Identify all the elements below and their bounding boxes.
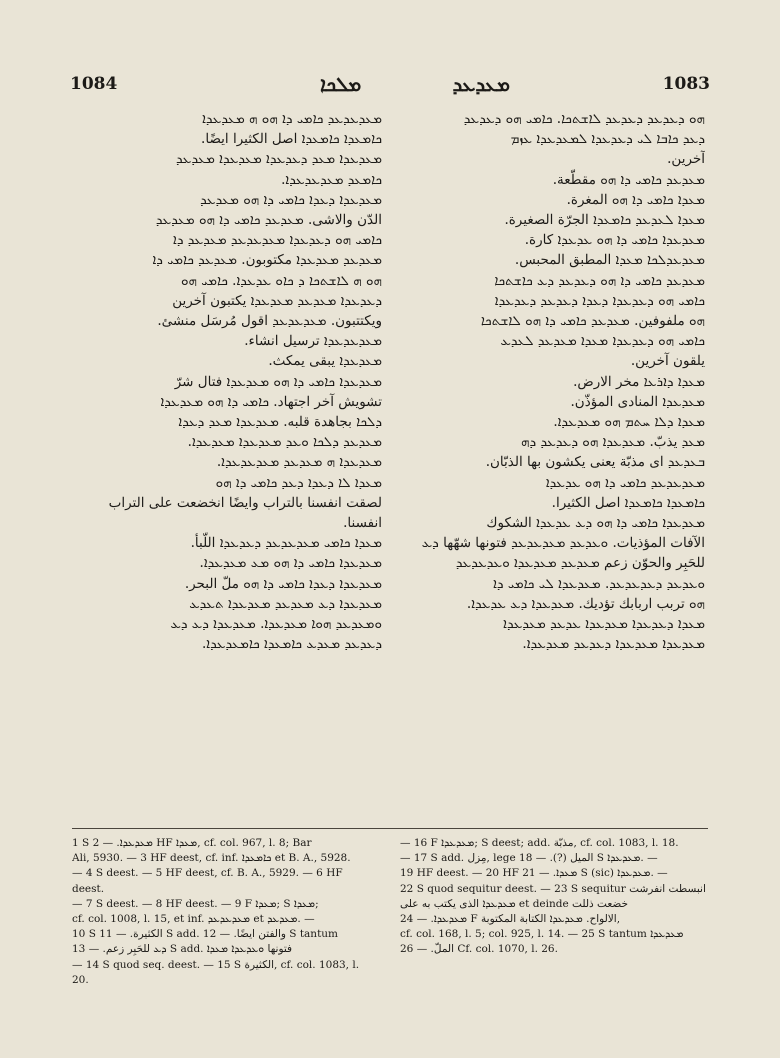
lexicon-entry: ܡܥܕܥܕܐ ܟܐܡܝ ܕܐ ܗܘ ܥܕܥܕܐ كارة. (524, 232, 705, 249)
footnote-line: — 14 S quod seq. deest. — 15 S الكثيرة, cf. col. 1083, l. 20. (72, 958, 360, 986)
lexicon-entry: ܕܠܟܐ بجاهدة قلبه. ܡܥܕܥܕܐ ܡܥܕ ܕܥܕܐ (178, 414, 382, 431)
lexicon-entry: ܘܡܥܕܥܕ ܗܘܐ ܡܥܕܥܕܐ. ܡܥܕܥܕܐ ܕܥ ܕܥ (170, 616, 382, 633)
footnote-line: 1 S ܡܥܕܥܕܐ. — 2 HF ܡܥܕܐ, cf. col. 967, l. 8; Bar (72, 837, 312, 849)
footnote-line: cf. col. 168, l. 5; col. 925, l. 14. — 25 S tantum ܡܥܕܥܕܐ (400, 928, 684, 941)
lexicon-entry: ܡܥܕܥܕܐ ܗ ܡܥܕܥܕ ܡܥܕܥܕܥܕܐ. (216, 454, 382, 471)
lexicon-entry: ܕܥܕܥܕ ܡܥܕܥ ܟܐܡܥܕܐ ܟܐܡܥܕܥܕܐ. (201, 636, 382, 653)
running-head (70, 74, 710, 102)
lexicon-entry: ܡܥܕܥܕ ܕܠܟܐ ܘܥܕ ܡܥܕܥܕܐ ܡܥܕܥܕܐ. (187, 434, 382, 451)
lexicon-entry: ܟܐܡܝ ܗܘ ܕܥܕܥܕܐ ܡܥܕܥܕܥܕ ܡܥܕܥܕ ܕܐ (173, 232, 382, 249)
lexicon-entry: ܟܐܡܥܕ ܡܥܕܥܕܥܕܐ. (281, 171, 382, 188)
lexicon-entry: ܡܥܕܐ ܟܐܡܝ ܕܐ ܗܘ المغرة. (566, 191, 705, 208)
lexicon-entry: ܡܥܕܥܕܐ ܕܥܕܐ ܟܐܡܝ ܕܐ ܗܘ ܡܥܕܥܕ (200, 191, 382, 208)
left-running-title: ܡܠܟܐ (320, 72, 362, 96)
lexicon-entry: ܡܥܕܥܕܥܕܐ ترسيل انشاء. (244, 333, 382, 350)
footnote-divider (72, 828, 708, 829)
lexicon-entry: الدّن والاشى. ܡܥܕܥܕ ܟܐܡܝ ܕܐ ܗܘ ܡܥܕܥܕ (155, 212, 382, 229)
right-page-number: 1083 (662, 74, 710, 94)
lexicon-entry: ܡܥܕܥܕ ܟܐܡܝ ܕܐ ܗܘ ܕܥܕܥܕ ܕܥ ܟܐܫܬܟܐ (494, 272, 705, 289)
footnotes-left (72, 836, 378, 986)
lexicon-entry: ܡܥܕܥܕܐ ܟܐܡܝ ܕܐ ܗܘ ܕܥ ܥܕܥܕܐ الشكوك (486, 515, 705, 532)
left-column-1084 (72, 110, 382, 820)
lexicon-entry: ܡܥܕܥܕܠܟܐ ܡܥܕܐ المطبق المحبس. (514, 252, 705, 269)
footnote-line: Ali, 5930. — 3 HF deest, cf. inf. ܟܐܡܥܕܐ et B. A., 5928. (72, 852, 351, 865)
footnote-line: — 17 S add. مِزل, lege الميل (?). — 18 S ܡܥܕܥܕܐ. — (400, 852, 658, 865)
lexicon-entry: ܡܥܕܥܕܐ المنادى المؤذّن. (570, 393, 705, 410)
footnote-line: ܡܥܕܥܕܐ. — 24 F الالواح. ܡܥܕܥܕܐ الكتابة المكتوبة, (400, 913, 621, 926)
lexicon-entry: ܡܥܕܥܕܐ ܟܐܡܝ ܕܐ ܗܘ ܡܥܕܥܕܐ فتال شرّ (174, 373, 382, 390)
footnote-line: ܕܥ للحَبِر زعم. — 13 S add. فتونها ܘܥܕܥܕܐ ܡܥܕܐ (72, 943, 293, 956)
left-page-number: 1084 (70, 74, 118, 94)
lexicon-entry: يلقون آخرين. (630, 353, 705, 370)
lexicon-entry: ܡܥܕܥܕܐ يبقى يمكث. (268, 353, 382, 370)
lexicon-entry: ܡܥܕܥܕܥܕ ܟܐܡܝ ܕܐ ܗܘ ܗ ܡܥܕܥܕܐ (202, 111, 382, 127)
lexicon-entry: ويكتتبون. ܡܥܕܥܕܥܕ اقول مُرسَل منشئ. (157, 313, 382, 330)
lexicon-entry: ܡܥܕ يذبّ. ܡܥܕܥܕܐ ܗܘ ܕܥܕܥܕ ܕܗ (521, 434, 705, 451)
lexicon-entry: ܡܥܕܐ ܕܐܪܥܐ مخر الارض. (573, 373, 705, 390)
lexicon-entry: ܡܥܕܥܕܐ ܕܥܕܐ ܟܐܡܝ ܕܐ ܗܘ ملّ البحر. (184, 575, 382, 592)
lexicon-entry: للحَبِر والحوّن زعم ܡܥܕܥܕ ܡܥܕܥܕܐ ܘܥܕܥܕܥܕ (455, 555, 705, 572)
lexicon-entry: ܡܥܕܐ ܠܐ ܕܥܕܐ ܕܥܕ ܟܐܡܝ ܕܐ ܗܘ (215, 474, 382, 491)
lexicon-entry: انفسنا. (343, 515, 382, 532)
lexicon-entry: ܡܥܕܥܕ ܡܥܕܥܕܐ مكتوبون. ܡܥܕܥܕ ܟܐܡܝ ܕܐ (152, 252, 382, 269)
footnote-line: 19 HF deest. — 20 HF ܡܥܕܐ. — 21 S (sic) ܡܥܕܥܕܐ. — (400, 867, 668, 880)
footnote-line: 10 S الكثيرة. — 11 S add. والفتن ايضًا. — 12 S tantum (72, 928, 339, 941)
lexicon-entry: ܡܥܕܥܕܥܕ ܟܐܡܝ ܕܐ ܗܘ ܥܕܥܕܐ (545, 474, 705, 491)
lexicon-entry: ܕܥܕܥܕܐ ܡܥܕܥܕ ܡܥܕܥܕܐ يكتبون آخرين (172, 292, 382, 309)
footnote-line: cf. col. 1008, l. 15, et inf. ܡܥܕܥܕܥܕ et ܡܥܕܥܕ. — (72, 913, 315, 926)
lexicon-entry: ܡܥܕܥܕ ܟܐܡܝ ܕܐ ܗܘ مقطّعة. (552, 171, 705, 188)
lexicon-entry: ܘܥܕܥܕ ܕܥܕܥܕܥܕ. ܡܥܕܥܕܐ ܠܝ ܟܐܡܝ ܕܐ (493, 575, 705, 592)
lexicon-entry: ܡܥܕܐ ܕܥܕܥܕܐ ܡܥܕܥܕܐ ܥܕܥܕ ܡܥܕܥܕܐ (503, 616, 705, 633)
lexicon-entry: ܡܥܕܐ ܕܠܐ ܚܬܡ ܗܘ ܡܥܕܥܕܐ. (553, 414, 705, 431)
right-column-1083 (395, 110, 705, 820)
lexicon-entry: ܟܐܡܥܕܐ ܟܐܡܥܕܐ اصل الكثيرا ايضًا. (201, 131, 382, 148)
lexicon-entry: الآفات المؤذيات. ܘܥܕܥܕ ܡܥܕܥܕܥܕ فتونها شهّها ܕܥ (421, 535, 705, 552)
footnote-line: الملّ. — 26 Cf. col. 1070, l. 26. (400, 943, 558, 956)
footnote-line: ܡܥܕܥܕܐ الذى يكتب به على et deinde خضعت ذللت (400, 897, 629, 910)
lexicon-entry: لصقت انفسنا بالتراب وايضًا انخضعت على التراب (108, 494, 382, 511)
lexicon-entry: ܡܥܕܐ ܠܥܕܥܕ ܟܐܡܥܕܐ الجرّة الصغيرة. (504, 212, 705, 229)
lexicon-entry: ܟܐܡܝ ܗܘ ܕܥܕܥܕܐ ܕܥܕܐ ܕܥܕܥܕ ܕܥܕܥܕܐ (494, 292, 705, 309)
lexicon-entry: آخرين. (667, 151, 705, 168)
lexicon-entry: ܡܥܕܥܕܐ ܡܥܕܥܕܐ ܕܥܕܥܕ ܡܥܕܥܕܐ. (522, 636, 705, 653)
lexicon-entry: ܡܥܕܥܕܐ ܟܐܡܝ ܕܐ ܗܘ ܡܥ ܡܥܕܥܕܐ. (199, 555, 382, 572)
lexicon-entry: ܡܥܕܐ ܟܐܡܝ ܡܥܕܥܕܥܕ ܕܥܕܥܕܐ اللّبأ. (190, 535, 382, 552)
lexicon-entry: ܗܘ ملفوفين. ܡܥܕܥܕ ܟܐܡܝ ܕܐ ܗܘ ܠܐܫܬܟܐ (480, 313, 705, 330)
lexicon-entry: ܗܘ ܕܥܕܥܕ ܕܥܕܥܕ ܠܐܫܬܟܐ. ܟܐܡܝ ܗܘ ܕܥܕܥܕ (463, 111, 705, 127)
lexicon-entry: ܕܥܕ ܟܐܒܐ ܠܝ ܕܥܕܥܕܐ ܠܡܥܕܥܕܐ ܥܙܡ (510, 131, 705, 148)
footnote-line: — 7 S deest. — 8 HF deest. — 9 F ܡܥܕܐ; S ܡܥܕܐ; (72, 897, 319, 910)
right-running-title: ܡܥܕܥܕ (452, 72, 510, 96)
footnote-line: — 4 S deest. — 5 HF deest, cf. B. A., 5929. — 6 HF deest. (72, 867, 343, 895)
lexicon-entry: ܟܐܡܥܕܐ ܟܐܡܥܕܐ اصل الكثيرا. (551, 494, 705, 511)
lexicon-entry: ܡܥܕܥܕܐ ܕܥ ܡܥܕܥܕ ܡܥܕܥܕܐ ܬܥܕܥ (189, 595, 382, 612)
lexicon-entry: ܟܐܡܝ ܗܘ ܕܥܕܥܕܐ ܡܥܕܐ ܡܥܕܥܕ ܠܥܕܥ (500, 333, 705, 350)
lexicon-entry: ܗܘ ܗ ܠܐܫܬܟܐ ܕ ܟܐܘ ܥܕܥܕܐ. ܟܐܡܝ ܗܘ (180, 272, 382, 289)
lexicon-entry: ܗܘ تربب اربابك تؤديك. ܡܥܕܥܕܐ ܕܥ ܥܕܥܕܐ. (466, 595, 705, 612)
lexicon-entry: ܒܥܕܥܕ اى مذبّة يعنى يكشون بها الذبّان. (485, 454, 705, 471)
footnote-line: 22 S quod sequitur deest. — 23 S sequitur انبسطت انفرشت (400, 882, 706, 895)
lexicon-entry: ܡܥܕܥܕܐ ܡܥܕ ܕܥܕܥܕܐ ܡܥܕܥܕܐ ܡܥܕܥܕ (176, 151, 382, 168)
footnotes-right (400, 836, 706, 986)
footnote-line: — 16 F ܡܥܕܥܕܐ; S deest; add. مذبّة, cf. col. 1083, l. 18. (400, 837, 679, 849)
lexicon-entry: تشويش آخر اجتهاد. ܟܐܡܝ ܕܐ ܗܘ ܡܥܕܥܕܐ (160, 393, 382, 410)
